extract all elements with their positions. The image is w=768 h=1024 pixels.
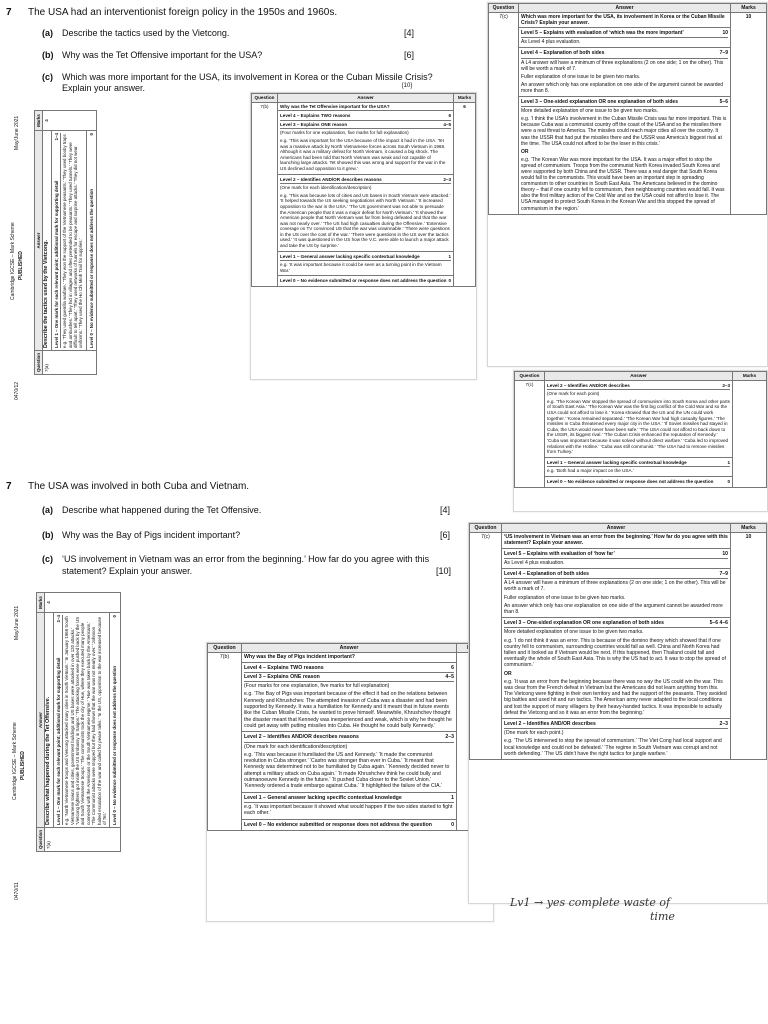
side-header-sub: PUBLISHED <box>20 751 26 780</box>
level-4: Level 4 – Explanation of both sides <box>504 571 589 578</box>
col-marks: Marks <box>35 111 43 131</box>
level-0: Level 0 – No evidence submitted or response does not address the question <box>244 821 432 828</box>
side-header-title: Cambridge IGCSE – Mark Scheme <box>12 722 18 800</box>
level-1-example: e.g. ‘It was important because it showed what would happen if the two sides started to fight each other.’ <box>244 803 453 817</box>
col-answer: Answer <box>545 372 733 381</box>
level-0-mark: 0 <box>451 821 454 828</box>
col-answer: Answer <box>37 613 45 828</box>
level-4-mark: 7–9 <box>719 571 728 578</box>
level-1-example: e.g. ‘Both had a major impact on the USA.’ <box>547 468 634 474</box>
level-2-note: (One mark for each identification/description) <box>244 743 348 750</box>
side-header-title: Cambridge IGCSE – Mark Scheme <box>10 222 16 300</box>
level-2-mark: 2–3 <box>719 721 728 728</box>
part-text: Why was the Bay of Pigs incident important? <box>62 530 241 540</box>
level-3-text: More detailed explanation of one issue to be given two marks. <box>521 108 659 115</box>
part-marks: [4] <box>404 28 415 38</box>
part-letter: (c) <box>42 72 53 82</box>
rotated-mark-scheme-7a <box>34 110 246 375</box>
level-1: Level 1 – One mark for each relevant point; additional mark for supporting detail <box>55 657 61 825</box>
part-marks: [4] <box>440 505 451 515</box>
question-intro: The USA was involved in both Cuba and Vietnam. <box>28 481 250 492</box>
level-0-mark: 0 <box>727 478 730 484</box>
question-intro: The USA had an interventionist foreign policy in the 1950s and 1960s. <box>28 7 338 18</box>
level-4: Level 4 – Explanation of both sides <box>521 50 605 57</box>
col-answer: Answer <box>278 94 454 103</box>
level-4-text: An answer which only has one explanation on one side of the argument cannot be awarded more than 8. <box>504 602 723 616</box>
level-4-text: Fuller explanation of one issue to be given two marks. <box>521 73 641 80</box>
level-3: Level 3 – One-sided explanation OR one explanation of both sides <box>504 620 664 627</box>
question-ref: 7(a) <box>43 351 97 375</box>
part-text: Describe the tactics used by the Vietcong. <box>62 28 230 38</box>
level-3-note: (Four marks for one explanation, five marks for full explanation) <box>244 683 390 690</box>
mark-scheme-sheet-korea <box>487 2 768 367</box>
level-1-mark: 1 <box>727 459 730 465</box>
part-text-continued: Explain your answer. <box>62 83 146 93</box>
handwritten-note-line-2: time <box>650 910 675 923</box>
question-ref: 7(a) <box>45 828 120 852</box>
question-ref: 7(c) <box>515 380 545 487</box>
level-5: Level 5 – Explains with evaluation of ‘which was the more important’ <box>521 30 684 37</box>
level-4-text: A L4 answer will have a minimum of three explanations (2 on one side; 1 on the other). This will be worth a mark of 7. <box>504 580 726 593</box>
level-1: Level 1 – General answer lacking specific contextual knowledge <box>244 794 402 801</box>
level-0: Level 0 – No evidence submitted or response does not address the question <box>280 278 447 284</box>
col-question: Question <box>470 524 502 533</box>
level-5-note: As Level 4 plus evaluation. <box>504 559 565 566</box>
level-3-mark: 5–6 <box>719 99 728 106</box>
or-label: OR <box>504 670 512 677</box>
part-letter: (a) <box>42 28 53 38</box>
level-3-example: e.g. ‘I think the USA’s involvement in the Cuban Missile Crisis was far more important. This is because Cuba was a communist country off the coast of the USA and so the missiles there were a real threat to America. The missiles could reach major cities all over the country. It was the USSR that had put the missiles there and the USSR was America’s biggest rival at the time. The USA could not afford to be the loser in this crisis.’ <box>521 116 727 147</box>
side-header-code: 0470/12 <box>14 381 20 400</box>
level-3-example: e.g. ‘The Korean War was more important for the USA. It was a major effort to stop the spread of communism. Troops from the communist North Korea invaded South Korea and were supported by both China and the USSR. There was a real danger that South Korea would fall to the communists. This would have been an important step in spreading communism to other countries in South East Asia. The Americans believed in the domino theory – that if one country fell to communism, then neighbouring countries would fall. It was also the first military action of the Cold War and so the USA could not afford to lose it. The USA managed to protect South Korea in the Korean War and this stopped the spread of communism in the region.’ <box>521 156 725 212</box>
level-2: Level 2 – Identifies AND/OR describes <box>504 721 596 728</box>
question-heading: Describe the tactics used by the Vietcong. <box>43 239 50 348</box>
level-1-mark: 1 <box>448 253 451 259</box>
level-2: Level 2 – Identifies AND/OR describes reasons <box>280 176 382 182</box>
level-3: Level 3 – Explains ONE reason <box>244 673 320 680</box>
part-marks: [6] <box>440 530 451 540</box>
col-answer: Answer <box>502 524 731 533</box>
marks-value: 6 <box>454 102 476 286</box>
col-marks: Marks <box>37 593 45 613</box>
marks-value: 4 <box>43 111 97 131</box>
part-text-continued: statement? Explain your answer. <box>62 566 193 576</box>
level-0: Level 0 – No evidence submitted or response does not address the question <box>112 665 118 825</box>
level-2-mark: 2–3 <box>443 176 451 182</box>
level-0-mark: 0 <box>88 133 94 136</box>
level-0-mark: 0 <box>448 278 451 284</box>
level-2: Level 2 – Identifies AND/OR describes reasons <box>244 734 359 741</box>
level-2-examples: e.g. ‘The US intervened to stop the spread of communism.’ ‘The Viet Cong had local support and local knowledge and could not be defeated.’ ‘The regime in South Vietnam was corrupt and not worth defending.’ ‘The US didn’t have the right tactics for jungle warfare.’ <box>504 738 722 757</box>
col-marks: Marks <box>733 372 767 381</box>
level-4-mark: 6 <box>451 664 454 671</box>
level-3-example: e.g. ‘It was an error from the beginning because there was no way the US could win the war. This was clear from the French defeat in Vietnam but the Americans did not learn anything from this. The Vietcong were fighting in their own territory and had the support of the peasants. They avoided big battles and used hit and run tactics. The American army never adapted to the local conditions and lost the support of many villagers by their heavy-handed tactics. It was impossible to actually defeat the Vietcong and so it was an error from the beginning.’ <box>504 678 727 716</box>
side-header-code: 0470/11 <box>14 882 20 900</box>
marks-value: 4 <box>45 593 120 613</box>
level-5: Level 5 – Explains with evaluation of ‘how far’ <box>504 550 615 557</box>
examples: e.g. ‘North Vietnamese troops and Vietcong attacked many cities in South Vietnam.’ ‘In January 1968 South Vietnamese towns and cities, government buildings and US bases were attacked in over 120 attacks.’ ‘Vietcong fighters got inside the US Embassy in Saigon.’ ‘The attacking forces were pushed back by the US and South Vietnamese troops.’ ‘The communists took the city of Hue, where they executed many people connected with the Americans or the South Vietnamese regime.’ ‘Hue was taken back by the Americans.’ ‘The Communist attacks were stopped but they had shown that the war was not nearly over.’ ‘Johnson halted escalation of the war and called for peace talks.’ ‘In the US, opposition to the war increased because of Tet.’ <box>64 616 108 825</box>
mark-scheme-sheet-vietnam <box>468 522 768 904</box>
level-2-note: (One mark for each point.) <box>504 730 564 737</box>
level-1-example: e.g. ‘It was important because it could be seen as a turning point in the Vietnam War.’ <box>280 262 442 273</box>
mark-scheme-sheet-tet <box>250 92 477 380</box>
level-2-mark: 2–3 <box>722 382 730 388</box>
side-header-date: May/June 2021 <box>14 115 20 150</box>
level-1-mark: 1–4 <box>53 133 59 141</box>
part-text: Why was the Tet Offensive important for the USA? <box>62 50 263 60</box>
level-4: Level 4 – Explains TWO reasons <box>280 113 351 119</box>
level-1: Level 1 – General answer lacking specific contextual knowledge <box>280 253 420 259</box>
level-2-examples: e.g. ‘This was because it humiliated the US and Kennedy.’ ‘It made the communist revolution in Cuba stronger.’ ‘Castro was stronger than ever in Cuba.’ ‘It meant that Kennedy was determined not to be humiliated by Cuba again.’ ‘Kennedy decided never to attempt a military attack on Cuba again.’ ‘It made Khrushchev think he could bully and outmanoeuvre Kennedy in the future.’ ‘It pushed Cuba closer to the Soviet Union.’ ‘Kennedy ordered a trade embargo against Cuba.’ ‘It highlighted the failure of the CIA.’ <box>244 751 450 790</box>
level-3-example: e.g. ‘This was important for the USA because of the impact it had in the USA. Tet was a massive attack by North Vietnamese forces across South Vietnam in 1968. Although it was a military defeat for North Vietnam, it caused a big shock. The Americans had been told that North Vietnam was weak and not capable of launching large attacks. Tet showed this was wrong and support for the war in the US declined and opposition to it grew.’ <box>280 137 446 171</box>
level-5-mark: 10 <box>722 30 728 37</box>
col-marks: Marks <box>454 94 476 103</box>
level-3: Level 3 – Explains ONE reason <box>280 121 348 127</box>
col-question: Question <box>515 372 545 381</box>
level-2-mark: 2–3 <box>445 734 454 741</box>
level-3-mark: 4–5 <box>445 673 454 680</box>
col-question: Question <box>37 828 45 852</box>
handwritten-note-line-1: Lv1 → yes complete waste of <box>510 896 671 909</box>
question-ref: 7(b) <box>252 102 278 286</box>
part-text: ‘US involvement in Vietnam was an error from the beginning.’ How far do you agree with this <box>62 554 430 564</box>
col-question: Question <box>208 644 242 653</box>
side-header-date: May/June 2021 <box>14 605 20 640</box>
marks-value: 10 <box>731 533 767 760</box>
col-marks: Marks <box>731 524 767 533</box>
col-marks: Marks <box>731 4 767 13</box>
level-0-mark: 0 <box>112 615 118 618</box>
part-text: Describe what happened during the Tet Offensive. <box>62 505 262 515</box>
examples: e.g. ‘They used guerrilla warfare.’ ‘They won the support of the Vietnamese peasants.’ ‘They used booby traps and ambushes.’ ‘They hid in villages and often pretended to be peasants.’ ‘They used tunnels.’ ‘They were difficult to tell apart.’ ‘They used networks of tunnels for escape and surprise attacks.’ ‘They did not wear uniforms.’ ‘They used the Ho Chi Minh Trail for supplies.’ <box>62 134 84 348</box>
part-letter: (b) <box>42 50 54 60</box>
mark-scheme-sheet-korea-continued <box>513 370 768 512</box>
level-2-examples: e.g. ‘This was because lots of cities and US bases in South Vietnam were attacked.’ ‘It helped towards the US seeking negotiations with North Vietnam.’ ‘It increased opposition to the war in the USA.’ ‘The US government was not able to persuade the American people that it was a major defeat for North Vietnam.’ ‘It showed the American people that North Vietnam was far from being defeated and that the war was not nearly over.’ ‘The US had high casualties during the Offensive.’ ‘Extensive coverage on TV convinced US that the war was unwinnable.’ ‘There were questions in the US over the cost of the war.’ ‘There were questions in the US over the tactics used.’ ‘It was questioned in the US how the V.C. were able to launch a major attack and take the US by surprise.’ <box>280 192 451 249</box>
question-heading: Which was more important for the USA, its involvement in Korea or the Cuban Missile Crisis? Explain your answer. <box>521 14 725 27</box>
level-2-examples: e.g. ‘The Korean War stopped the spread of communism into South Korea and other parts of South East Asia.’ ‘The Korean War was the first big conflict of the Cold War and so the USA could not afford to lose it.’ ‘Korea showed that the US and the UN could work together.’ ‘Korea remained separated.’ ‘The Korean War had high casualty figures.’ ‘The missiles in Cuba threatened every major city in the USA.’ ‘If Soviet missiles had stayed in Cuba, the USA would never have been safe.’ ‘The USA could not afford to back down to the USSR, its biggest rival.’ ‘The Cuban Crisis enhanced the reputation of Kennedy.’ ‘Cuba was important because it was solved without direct warfare.’ ‘Cuba led to improved relations with the Hotline.’ ‘Cuba was still communist.’ ‘The USA had to remove missiles from Turkey.’ <box>547 398 730 455</box>
question-ref: 7(c) <box>489 13 519 215</box>
level-1-mark: 1–4 <box>55 615 61 623</box>
level-0: Level 0 – No evidence submitted or response does not address the question <box>88 188 94 348</box>
level-3-mark: 5–6 4–6 <box>709 620 728 627</box>
level-2: Level 2 – Identifies AND/OR describes <box>547 382 630 388</box>
col-answer: Answer <box>519 4 731 13</box>
part-letter: (b) <box>42 530 54 540</box>
side-header-sub: PUBLISHED <box>18 251 24 280</box>
question-number: 7 <box>6 481 12 492</box>
part-letter: (a) <box>42 505 53 515</box>
or-label: OR <box>521 148 529 155</box>
level-2-note: (One mark for each point) <box>547 391 600 397</box>
level-4: Level 4 – Explains TWO reasons <box>244 664 324 671</box>
question-heading: Describe what happened during the Tet Offensive. <box>45 696 52 825</box>
level-4-mark: 7–9 <box>719 50 728 57</box>
level-5-mark: 10 <box>722 550 728 557</box>
part-text: Which was more important for the USA, its involvement in Korea or the Cuban Missile Crisis? <box>62 72 433 82</box>
level-3-note: (Four marks for one explanation, five marks for full explanation) <box>280 130 409 136</box>
part-marks: [6] <box>404 50 415 60</box>
col-question: Question <box>35 351 43 375</box>
col-question: Question <box>252 94 278 103</box>
level-5-note: As Level 4 plus evaluation. <box>521 39 581 46</box>
part-marks: [10] <box>402 83 413 89</box>
level-0: Level 0 – No evidence submitted or response does not address the question <box>547 478 714 484</box>
question-heading: ‘US involvement in Vietnam was an error from the beginning.’ How far do you agree with this statement? Explain your answer. <box>504 534 728 547</box>
question-heading: Why was the Bay of Pigs incident important? <box>244 654 355 661</box>
level-3-mark: 4–5 <box>443 121 451 127</box>
level-1: Level 1 – One mark for each relevant point; additional mark for supporting detail <box>53 180 59 348</box>
question-number: 7 <box>6 7 12 18</box>
col-answer: Answer <box>35 131 43 351</box>
level-3-text: More detailed explanation of one issue to be given two marks. <box>504 629 644 636</box>
mark-scheme-sheet-bay-of-pigs <box>206 642 494 922</box>
level-4-text: Fuller explanation of one issue to be given two marks. <box>504 594 626 601</box>
marks-value: 10 <box>731 13 767 215</box>
level-3-example: e.g. ‘I do not think it was an error. This is because of the domino theory which showed that if one country fell to communism, surrounding countries would fall as well. China and North Korea had fallen and it looked as if Vietnam would be next. If this happened, then Thailand could fall and eventually the whole of South East Asia. This is why the US had to act. It was to stop the spread of communism.’ <box>504 637 726 669</box>
col-answer: Answer <box>242 644 457 653</box>
question-heading: Why was the Tet Offensive important for the USA? <box>280 103 390 109</box>
level-4-mark: 6 <box>448 113 451 119</box>
level-4-text: A L4 answer will have a minimum of three explanations (2 on one side; 1 on the other). This will be worth a mark of 7. <box>521 59 724 72</box>
question-ref: 7(b) <box>208 653 242 831</box>
part-marks: [10] <box>436 566 452 576</box>
col-question: Question <box>489 4 519 13</box>
level-4-text: An answer which only has one explanation on one side of the argument cannot be awarded more than 8. <box>521 81 724 94</box>
level-3: Level 3 – One-sided explanation OR one explanation of both sides <box>521 99 678 106</box>
level-1: Level 1 – General answer lacking specific contextual knowledge <box>547 459 687 465</box>
level-3-example: e.g. ‘The Bay of Pigs was important because of the effect it had on the relations between Kennedy and Khrushchev. The attempted invasion of Cuba was a disaster and had been supported by Kennedy. It was a humiliation for Kennedy and it meant that in future events like the Cuban Missile Crisis, he wanted to prove himself. Meanwhile, Khrushchev thought the disaster meant that Kennedy was inexperienced and weak, which is why he thought he could get away with putting missiles into Cuba. He thought he could bully Kennedy.’ <box>244 691 452 729</box>
level-1-mark: 1 <box>451 794 454 801</box>
level-2-note: (One mark for each identification/description) <box>280 185 372 191</box>
part-letter: (c) <box>42 554 53 564</box>
question-ref: 7(c) <box>470 533 502 760</box>
